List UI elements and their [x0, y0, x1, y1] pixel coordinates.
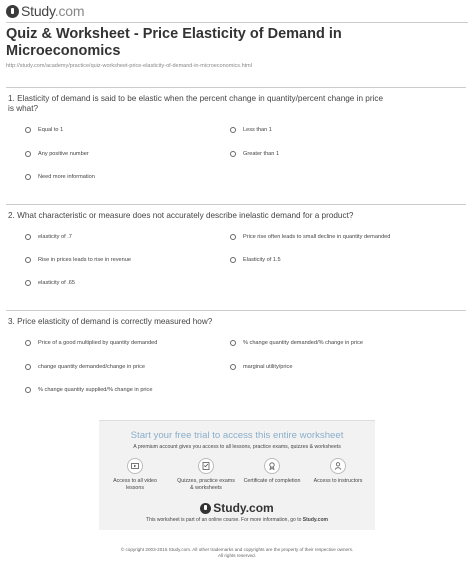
page-title: Quiz & Worksheet - Price Elasticity of Demand in Microeconomics: [6, 26, 342, 59]
radio-button-icon[interactable]: [230, 340, 236, 346]
feature-label: Access to instructors: [313, 478, 363, 484]
feature-quizzes: [175, 458, 237, 491]
option-label: Rise in prices leads to rise in revenue: [38, 257, 131, 263]
radio-button-icon[interactable]: [25, 127, 31, 133]
feature-label: Quizzes, practice exams & worksheets: [177, 478, 235, 491]
course-note-link[interactable]: Study.com: [302, 517, 328, 523]
study-logo-icon: [200, 503, 211, 514]
feature-label: Certificate of completion: [243, 478, 301, 484]
course-note: [99, 517, 375, 523]
video-icon: [127, 458, 143, 474]
option-label: Less than 1: [243, 127, 272, 133]
radio-button-icon[interactable]: [25, 280, 31, 286]
brand-text: Study.com: [213, 501, 274, 515]
option-label: Price of a good multiplied by quantity demanded: [38, 340, 158, 346]
question-divider: [6, 310, 466, 311]
feature-video-lessons: [104, 458, 166, 491]
q3-option-d[interactable]: [230, 364, 292, 370]
q2-option-d[interactable]: [230, 257, 281, 263]
checklist-icon: [198, 458, 214, 474]
free-trial-title[interactable]: Start your free trial to access this entire worksheet: [130, 430, 344, 441]
question-1: [6, 87, 466, 114]
radio-button-icon[interactable]: [230, 127, 236, 133]
q2-option-c[interactable]: [25, 257, 131, 263]
q1-option-d[interactable]: [230, 151, 279, 157]
radio-button-icon[interactable]: [25, 151, 31, 157]
radio-button-icon[interactable]: [230, 151, 236, 157]
option-label: elasticity of .65: [38, 280, 75, 286]
rights-line: All rights reserved.: [217, 553, 257, 558]
option-label: Any positive number: [38, 151, 89, 157]
q2-option-b[interactable]: [230, 234, 390, 240]
option-label: marginal utility/price: [243, 364, 293, 370]
radio-button-icon[interactable]: [25, 387, 31, 393]
logo-suffix: .com: [54, 3, 85, 19]
q2-option-a[interactable]: [25, 234, 72, 240]
q1-option-c[interactable]: [25, 151, 89, 157]
course-note-text: This worksheet is part of an online course. For more information, go to: [146, 517, 302, 523]
option-label: Need more information: [38, 174, 95, 180]
option-label: % change quantity supplied/% change in price: [38, 387, 153, 393]
option-label: Elasticity of 1.5: [243, 257, 281, 263]
q2-option-e[interactable]: [25, 280, 75, 286]
q3-option-c[interactable]: [25, 364, 145, 370]
question-text: 3. Price elasticity of demand is correctly measured how?: [8, 317, 213, 326]
option-label: change quantity demanded/change in price: [38, 364, 145, 370]
option-label: % change quantity demanded/% change in price: [243, 340, 364, 346]
certificate-icon: [264, 458, 280, 474]
copyright-notice: [80, 547, 394, 559]
q3-option-b[interactable]: [230, 340, 363, 346]
radio-button-icon[interactable]: [25, 340, 31, 346]
radio-button-icon[interactable]: [25, 174, 31, 180]
copyright-line: © copyright 2003-2015 Study.com. All other trademarks and copyrights are the property of their respective owners.: [120, 547, 354, 552]
q1-option-b[interactable]: [230, 127, 272, 133]
page-url: http://study.com/academy/practice/quiz-worksheet-price-elasticity-of-demand-in-microeconomics.html: [6, 63, 252, 69]
feature-label: Access to all video lessons: [113, 478, 157, 491]
question-text: 1. Elasticity of demand is said to be elastic when the percent change in quantity/percent change in price is what?: [8, 94, 384, 113]
header-divider: [6, 22, 468, 23]
q1-option-e[interactable]: [25, 174, 95, 180]
study-logo[interactable]: [6, 3, 84, 19]
radio-button-icon[interactable]: [25, 364, 31, 370]
radio-button-icon[interactable]: [230, 257, 236, 263]
radio-button-icon[interactable]: [230, 364, 236, 370]
feature-certificate: [241, 458, 303, 485]
question-text: 2. What characteristic or measure does not accurately describe inelastic demand for a product?: [8, 211, 354, 220]
radio-button-icon[interactable]: [25, 257, 31, 263]
question-3: [6, 310, 466, 327]
instructor-icon: [330, 458, 346, 474]
option-label: Equal to 1: [38, 127, 64, 133]
q1-option-a[interactable]: [25, 127, 63, 133]
question-2: [6, 204, 466, 221]
question-divider: [6, 87, 466, 88]
option-label: Greater than 1: [243, 151, 280, 157]
q3-option-a[interactable]: [25, 340, 157, 346]
radio-button-icon[interactable]: [25, 234, 31, 240]
study-logo-icon: [6, 5, 19, 18]
option-label: Price rise often leads to small decline in quantity demanded: [243, 234, 391, 240]
free-trial-banner: [99, 420, 375, 530]
logo-text: Study: [21, 3, 55, 19]
question-divider: [6, 204, 466, 205]
option-label: elasticity of .7: [38, 234, 72, 240]
free-trial-subtitle: A premium account gives you access to all lessons, practice exams, quizzes & worksheets: [133, 444, 341, 450]
q3-option-e[interactable]: [25, 387, 152, 393]
brand-logo[interactable]: [99, 501, 375, 515]
feature-instructors: [307, 458, 369, 485]
radio-button-icon[interactable]: [230, 234, 236, 240]
